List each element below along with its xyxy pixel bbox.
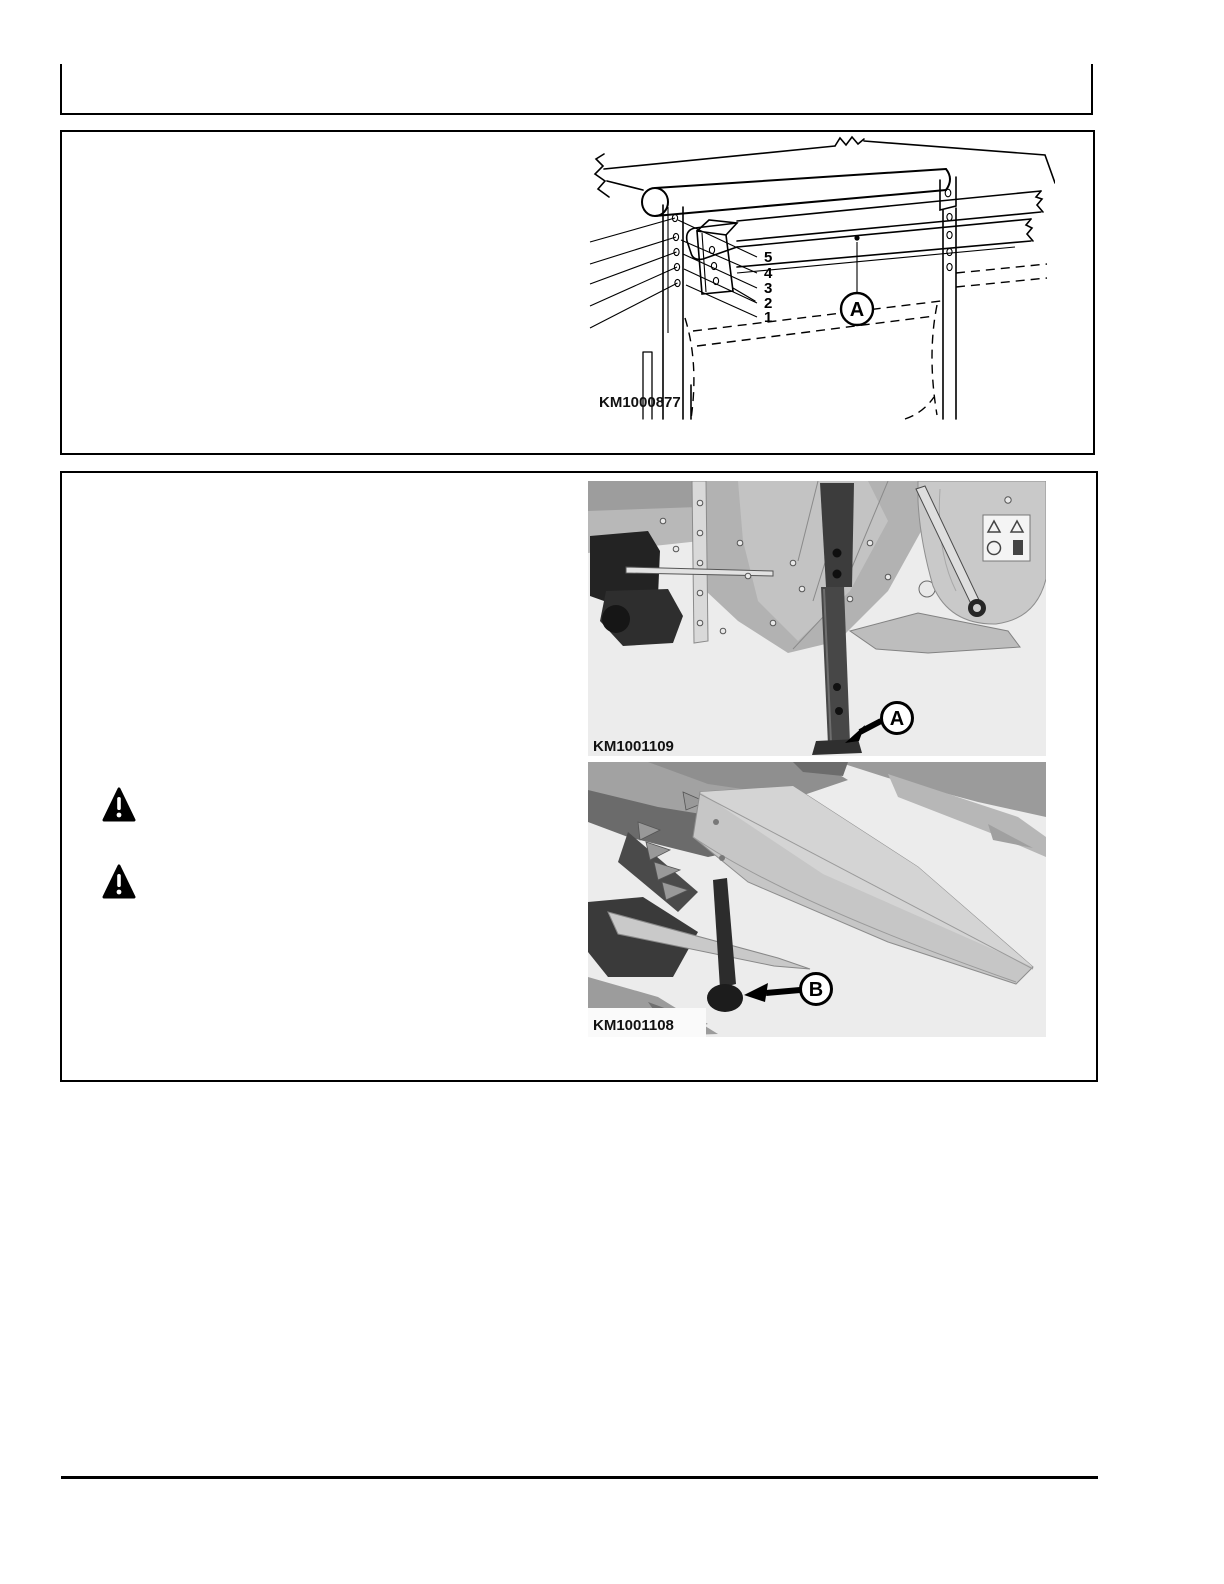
rail-upper [737, 191, 1041, 241]
stand-foot-pad [707, 984, 743, 1012]
decal-crush-hazard-icon [1013, 540, 1023, 555]
figure-caption: KM1000877 [599, 394, 681, 411]
break-line-top [835, 137, 864, 146]
callout-letter-a: A [849, 299, 865, 321]
toolbar-cylinder-end [642, 188, 668, 216]
rail-bottom-edge [737, 247, 1015, 273]
exclamation-dot [117, 890, 122, 895]
channel-hole [833, 570, 842, 579]
exclamation-dot [117, 813, 122, 818]
surface-edge-line2 [607, 181, 643, 190]
alignment-lines [590, 218, 678, 328]
letter-a-point [854, 235, 859, 240]
surface-edge-line3 [864, 141, 1055, 183]
callout-letter-a: A [889, 708, 905, 730]
gearbox-hub [602, 605, 630, 633]
right-post-hole [947, 213, 952, 220]
warning-triangle-icon [102, 863, 136, 901]
callout-number-2: 2 [764, 295, 773, 312]
stand-hole [835, 707, 843, 715]
channel-hole [833, 549, 842, 558]
callout-letter-b: B [808, 979, 824, 1001]
hanger-plate-hole [945, 189, 951, 197]
callout-number-3: 3 [764, 280, 773, 297]
strut-joint-hub [973, 604, 981, 612]
right-post-hole [947, 248, 952, 255]
stand-hole [833, 683, 841, 691]
right-post-hole [947, 231, 952, 238]
break-line-left [595, 154, 609, 197]
toolbar-cylinder-cap [946, 169, 950, 190]
hanger-plate [940, 177, 956, 210]
warning-triangle-icon [102, 786, 136, 824]
toolbar-cylinder-top [655, 169, 946, 188]
photo-caption: KM1001108 [593, 1017, 674, 1034]
footer-rule [61, 1476, 1098, 1479]
photo-parking-stand-upper [588, 481, 1046, 756]
hidden-curve-left [685, 318, 694, 419]
rail-lower-break [1026, 219, 1033, 241]
photo-parking-stand-snout [588, 762, 1046, 1037]
callout-number-1: 1 [764, 309, 773, 326]
rail-upper-break [1036, 191, 1043, 212]
toolbar-height-adjustment-drawing [585, 133, 1055, 451]
callout-number-4: 4 [764, 265, 773, 282]
right-post [943, 208, 956, 419]
right-post-hole [947, 263, 952, 270]
exclamation-bar [117, 874, 121, 887]
callout-number-5: 5 [764, 249, 773, 266]
bracket-brace [733, 288, 755, 301]
toolbar-cylinder-bottom [655, 190, 946, 216]
arrow-shaft [766, 990, 800, 993]
photo-caption: KM1001109 [593, 738, 674, 755]
surface-edge-line [604, 146, 835, 169]
hidden-curve-bottom [905, 397, 934, 419]
snout-bolt [713, 819, 719, 825]
snout-bolt [719, 855, 725, 861]
exclamation-bar [117, 797, 121, 810]
page-header-box [60, 64, 1093, 115]
